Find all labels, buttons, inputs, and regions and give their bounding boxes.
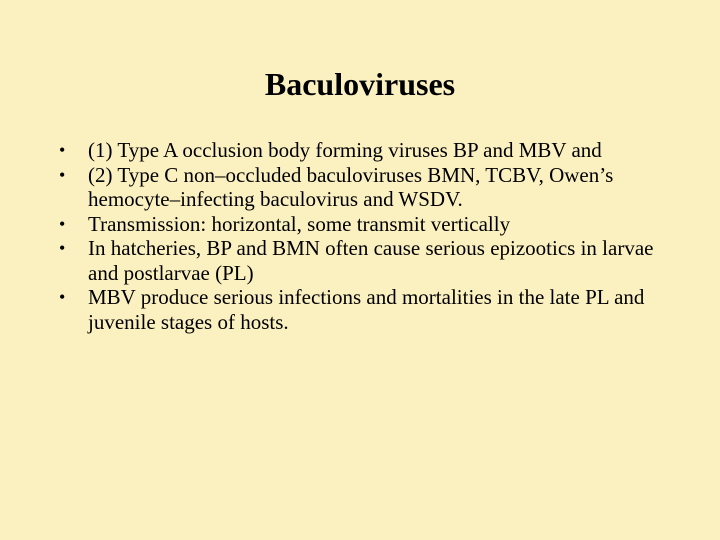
bullet-text: (1) Type A occlusion body forming viruses BP and MBV and [88,138,602,162]
bullet-text: (2) Type C non–occluded baculoviruses BMN, TCBV, Owen’s hemocyte–infecting baculovirus and WSDV. [88,162,614,211]
bullet-text: MBV produce serious infections and mortalities in the late PL and juvenile stages of hosts. [88,285,645,334]
bullet-item [56,138,666,163]
slide-title: Baculoviruses [264,66,456,102]
bullet-text: Transmission: horizontal, some transmit vertically [88,211,511,236]
bullet-item [56,163,666,212]
bullet-icon: • [59,213,66,234]
bullet-item [56,212,666,237]
bullet-item [56,236,666,285]
bullet-icon: • [59,164,66,185]
bullet-item [56,285,666,334]
bullet-list [56,138,666,334]
bullet-icon: • [59,287,66,307]
bullet-icon: • [59,140,66,160]
bullet-icon: • [59,238,66,258]
bullet-text: In hatcheries, BP and BMN often cause serious epizootics in larvae and postlarvae (PL) [88,236,654,285]
